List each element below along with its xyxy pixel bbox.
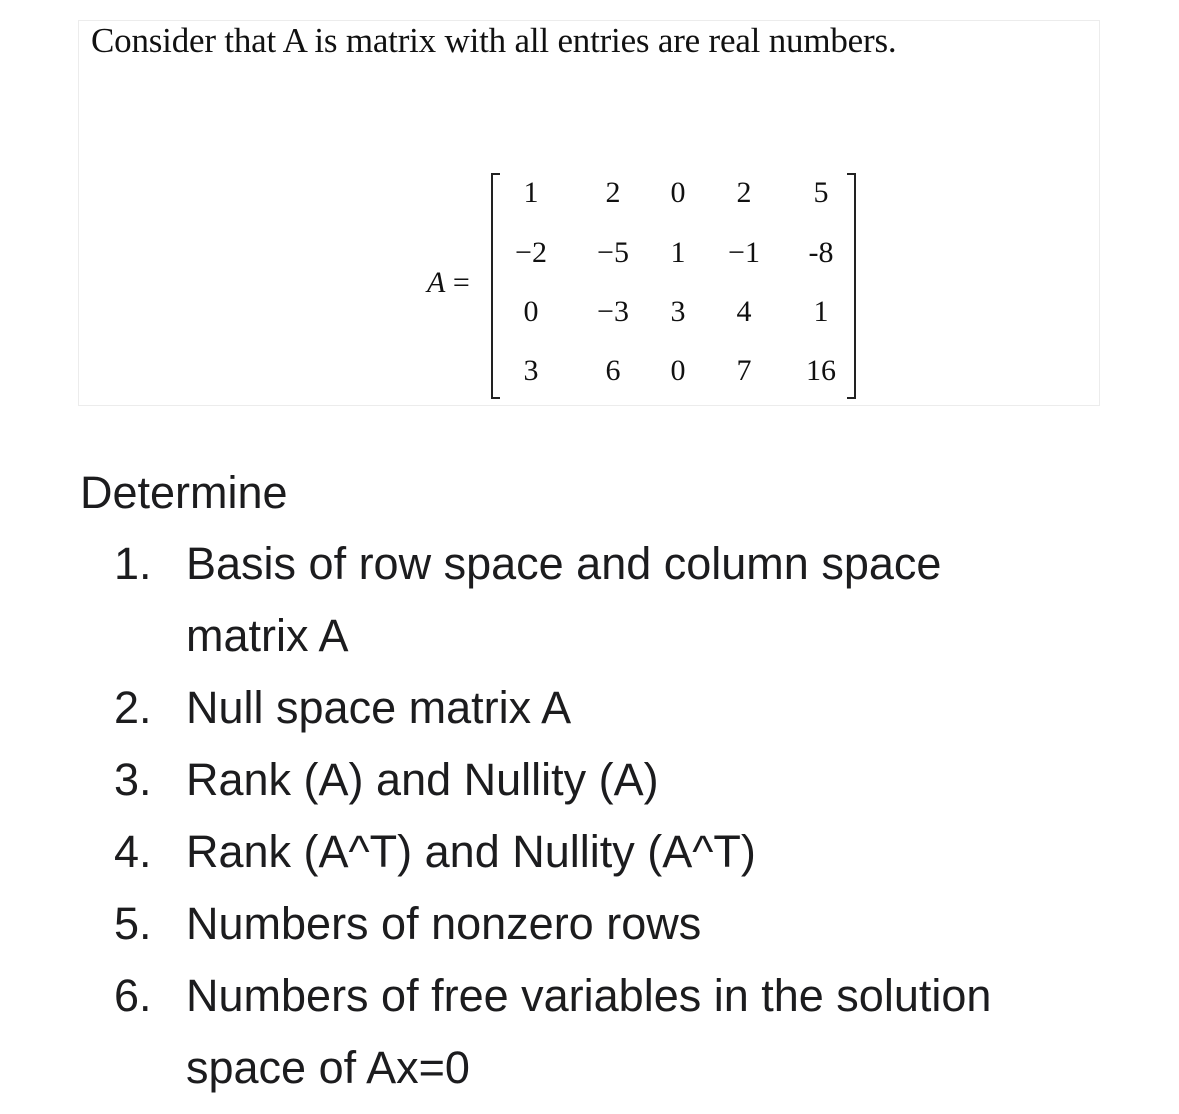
list-item-number: 2.: [114, 682, 152, 733]
matrix-cell: 5: [813, 176, 829, 209]
list-item-number: 5.: [114, 898, 152, 949]
list-item-text: Rank (A) and Nullity (A): [186, 754, 659, 805]
matrix-cell: 1: [670, 236, 686, 269]
matrix-cell: −3: [597, 295, 629, 328]
matrix-cell: −5: [597, 236, 629, 269]
list-item: [0, 960, 1066, 1104]
figure-caption: Consider that A is matrix with all entries are real numbers.: [91, 21, 897, 60]
matrix-cell: 0: [670, 176, 686, 209]
equals-sign: =: [452, 266, 470, 299]
list-item-text: Null space matrix A: [186, 682, 572, 733]
list-item-number: 4.: [114, 826, 152, 877]
matrix-cell: −2: [515, 236, 547, 269]
matrix-variable: A: [427, 266, 446, 299]
matrix-cell: −1: [728, 236, 760, 269]
list-item: [0, 744, 1066, 816]
matrix-cell: 1: [813, 295, 829, 328]
matrix-cell: -8: [808, 236, 834, 269]
task-list: [0, 528, 1179, 1104]
list-item-text: Numbers of nonzero rows: [186, 898, 702, 949]
matrix-cell: 0: [523, 295, 539, 328]
list-item-text: Basis of row space and column space matrix A: [186, 538, 942, 661]
matrix-cell: 7: [736, 354, 752, 387]
list-item: [0, 528, 1066, 672]
matrix-cell: 2: [736, 176, 752, 209]
list-item-number: 1.: [114, 538, 152, 589]
list-item-number: 3.: [114, 754, 152, 805]
problem-figure: [78, 20, 1100, 406]
matrix-cell: 16: [806, 354, 836, 387]
list-item: [0, 888, 1066, 960]
question-intro: Determine: [80, 467, 288, 518]
list-item-number: 6.: [114, 970, 152, 1021]
matrix-cell: 1: [523, 176, 539, 209]
matrix-cell: 0: [670, 354, 686, 387]
matrix-cell: 4: [736, 295, 752, 328]
list-item: [0, 816, 1066, 888]
matrix-cell: 3: [523, 354, 539, 387]
matrix-cell: 3: [670, 295, 686, 328]
list-item-text: Numbers of free variables in the solution space of Ax=0: [186, 970, 992, 1093]
list-item: [0, 672, 1066, 744]
list-item-text: Rank (A^T) and Nullity (A^T): [186, 826, 756, 877]
matrix-cell: 2: [605, 176, 621, 209]
matrix-label: [427, 266, 470, 300]
matrix-cell: 6: [605, 354, 621, 387]
